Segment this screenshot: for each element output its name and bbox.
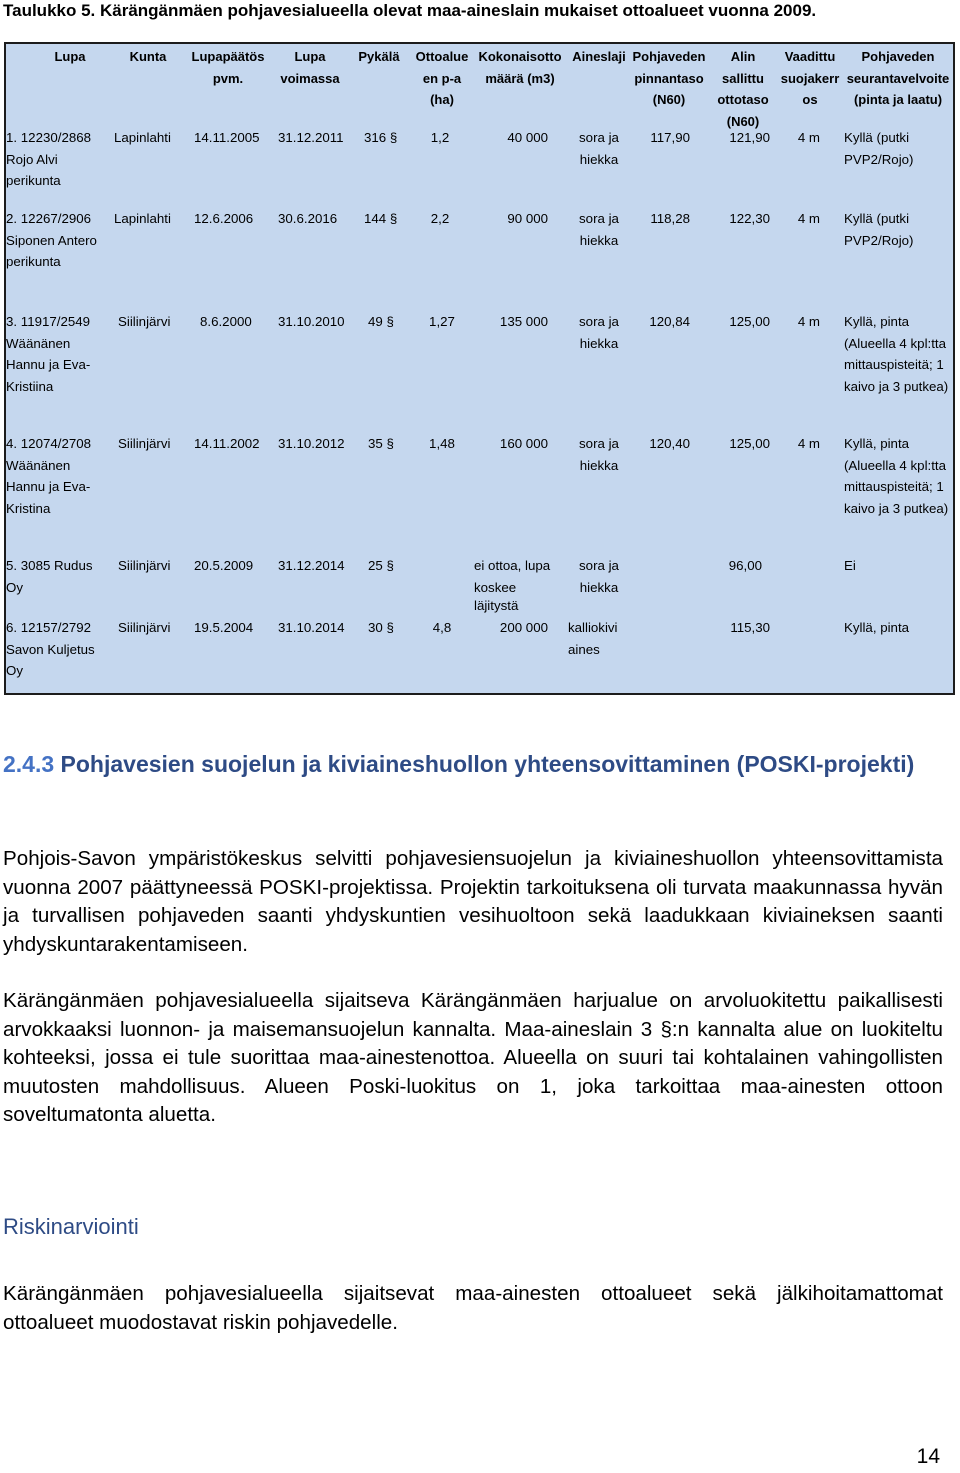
row4-lupa-line: Hannu ja Eva- — [6, 479, 91, 494]
row3-aineslaji-line: sora ja — [579, 314, 619, 329]
header-pykala: Pykälä — [358, 49, 400, 64]
row4-aineslaji-line: sora ja — [579, 436, 619, 451]
table-caption: Taulukko 5. Kärängänmäen pohjavesialueella olevat maa-aineslain mukaiset ottoalueet vuonna 2009. — [3, 1, 817, 20]
row4-lupa — [6, 433, 91, 519]
row6-ottoalue: 4,8 — [432, 620, 452, 635]
row3-seuranta-line: mittauspisteitä; 1 — [844, 357, 944, 372]
row1-seuranta-line: Kyllä (putki — [844, 130, 910, 145]
row2-kokonais: 90 000 — [507, 211, 548, 226]
row1-aineslaji — [566, 127, 632, 170]
row6-kokonais: 200 000 — [499, 620, 548, 635]
row2-seuranta-line: PVP2/Rojo) — [844, 232, 914, 248]
row2-vaadittu: 4 m — [797, 211, 820, 226]
row3-paatos: 8.6.2000 — [200, 314, 252, 329]
row4-kokonais: 160 000 — [499, 436, 548, 451]
header-ottoalue: Ottoalue en p-a (ha) — [415, 49, 469, 107]
row6-lupa-line: 6. 12157/2792 — [6, 620, 92, 635]
row3-seuranta — [844, 311, 948, 397]
row5-pykala: 25 § — [368, 558, 394, 573]
row6-aineslaji — [568, 617, 618, 660]
row3-ottoalue: 1,27 — [429, 314, 455, 329]
row4-vaadittu: 4 m — [797, 436, 820, 451]
header-vaadittu: Vaadittu suojakerr os — [780, 49, 840, 107]
row1-ottoalue: 1,2 — [430, 130, 450, 145]
row1-lupa-line: 1. 12230/2868 — [6, 130, 92, 145]
header-aineslaji: Aineslaji — [572, 49, 626, 64]
row3-voimassa: 31.10.2010 — [278, 314, 345, 329]
row4-aineslaji — [566, 433, 632, 476]
section-title: Pohjavesien suojelun ja kiviaineshuollon yhteensovittaminen (POSKI-projekti) — [60, 751, 915, 777]
row2-kunta: Lapinlahti — [114, 211, 171, 226]
row3-aineslaji-line: hiekka — [579, 335, 619, 351]
row1-lupa — [6, 127, 91, 192]
row5-kokonais — [474, 555, 550, 614]
row3-pykala: 49 § — [368, 314, 394, 329]
row5-seuranta-line: Ei — [844, 558, 856, 573]
row3-lupa-line: Kristiina — [6, 378, 54, 394]
row2-alin: 122,30 — [729, 211, 770, 226]
row1-aineslaji-line: sora ja — [579, 130, 619, 145]
header-paatos: Lupapäätös pvm. — [191, 49, 265, 86]
row1-aineslaji-line: hiekka — [579, 151, 619, 167]
row1-vaadittu: 4 m — [797, 130, 820, 145]
paragraph-risk: Kärängänmäen pohjavesialueella sijaitsevat maa-ainesten ottoalueet sekä jälkihoitamattomat ottoalueet muodostavat riskin pohjavedelle. — [3, 1282, 943, 1334]
row3-lupa-line: Wäänänen — [6, 335, 71, 351]
row5-lupa — [6, 555, 93, 598]
row1-paatos: 14.11.2005 — [194, 130, 260, 145]
row1-lupa-line: Rojo Alvi — [6, 151, 58, 167]
row5-kokonais-line: koskee — [474, 579, 517, 595]
row2-aineslaji-line: sora ja — [579, 211, 619, 226]
row5-seuranta — [844, 555, 856, 577]
permits-table — [4, 42, 955, 695]
row5-aineslaji — [566, 555, 632, 598]
row6-aineslaji-line: aines — [568, 641, 600, 657]
row6-seuranta-line: Kyllä, pinta — [844, 620, 910, 635]
row5-kunta: Siilinjärvi — [118, 558, 171, 573]
row4-alin: 125,00 — [729, 436, 770, 451]
row5-aineslaji-line: sora ja — [579, 558, 619, 573]
row2-lupa-line: perikunta — [6, 254, 61, 269]
row1-seuranta-line: PVP2/Rojo) — [844, 151, 914, 167]
row5-alin: 96,00 — [728, 558, 762, 573]
header-lupa: Lupa — [54, 49, 86, 64]
row4-seuranta-line: kaivo ja 3 putkea) — [844, 500, 949, 516]
row4-aineslaji-line: hiekka — [579, 457, 619, 473]
header-voimassa: Lupa voimassa — [280, 49, 340, 86]
row2-pinnantaso: 118,28 — [650, 211, 690, 226]
row4-voimassa: 31.10.2012 — [278, 436, 345, 451]
row4-lupa-line: Kristina — [6, 500, 51, 516]
row3-vaadittu: 4 m — [797, 314, 820, 329]
row1-alin: 121,90 — [729, 130, 770, 145]
row3-pinnantaso: 120,84 — [649, 314, 690, 329]
row2-pykala: 144 § — [364, 211, 398, 226]
row2-lupa — [6, 208, 97, 273]
row3-lupa-line: 3. 11917/2549 — [6, 314, 91, 329]
header-alin: Alin sallittu ottotaso (N60) — [717, 49, 769, 129]
row6-alin: 115,30 — [730, 620, 770, 635]
header-pinnantaso: Pohjaveden pinnantaso (N60) — [632, 49, 706, 107]
row6-pykala: 30 § — [368, 620, 394, 635]
row5-aineslaji-line: hiekka — [579, 579, 619, 595]
row6-seuranta — [844, 617, 909, 639]
row4-lupa-line: Wäänänen — [6, 457, 71, 473]
row4-seuranta-line: mittauspisteitä; 1 — [844, 479, 944, 494]
section-number: 2.4.3 — [3, 751, 55, 777]
row3-lupa — [6, 311, 90, 397]
row2-aineslaji-line: hiekka — [579, 232, 619, 248]
row1-kokonais: 40 000 — [507, 130, 548, 145]
header-kunta: Kunta — [129, 49, 167, 64]
row3-lupa-line: Hannu ja Eva- — [6, 357, 91, 372]
row5-lupa-line: Oy — [6, 579, 23, 595]
row1-pinnantaso: 117,90 — [650, 130, 690, 145]
row4-pykala: 35 § — [368, 436, 394, 451]
row2-aineslaji — [566, 208, 632, 251]
row1-seuranta — [844, 127, 913, 170]
header-kokonais: Kokonaisotto määrä (m3) — [478, 49, 562, 86]
row4-kunta: Siilinjärvi — [118, 436, 171, 451]
row2-seuranta — [844, 208, 913, 251]
row2-lupa-line: 2. 12267/2906 — [6, 211, 92, 226]
row5-lupa-line: 5. 3085 Rudus — [6, 558, 93, 573]
row3-alin: 125,00 — [729, 314, 770, 329]
row1-kunta: Lapinlahti — [114, 130, 171, 145]
row3-aineslaji — [566, 311, 632, 354]
row4-paatos: 14.11.2002 — [194, 436, 260, 451]
row3-seuranta-line: kaivo ja 3 putkea) — [844, 378, 949, 394]
row4-seuranta-line: (Alueella 4 kpl:tta — [844, 457, 946, 473]
row4-seuranta — [844, 433, 948, 519]
row4-ottoalue: 1,48 — [429, 436, 455, 451]
row4-seuranta-line: Kyllä, pinta — [844, 436, 910, 451]
row3-kokonais: 135 000 — [499, 314, 548, 329]
header-seuranta: Pohjaveden seurantavelvoite (pinta ja laatu) — [846, 49, 950, 107]
row4-pinnantaso: 120,40 — [649, 436, 690, 451]
row1-voimassa: 31.12.2011 — [278, 130, 344, 145]
paragraph-classification: Kärängänmäen pohjavesialueella sijaitseva Kärängänmäen harjualue on arvoluokitettu paikallisesti arvokkaaksi luonnon- ja maisemansuojelun kannalta. Maa-aineslain 3 §:n kannalta alue on luokiteltu kohteeksi, jossa ei tule suorittaa maa-ainestenottoa. Alueella on suuri tai kohtalainen vahingollisten muutosten mahdollisuus. Alueen Poski-luokitus on 1, joka tarkoittaa maa-ainesten ottoon soveltumatonta aluetta. — [3, 989, 943, 1126]
row4-lupa-line: 4. 12074/2708 — [6, 436, 92, 451]
row1-lupa-line: perikunta — [6, 173, 61, 188]
risk-heading: Riskinarviointi — [3, 1214, 139, 1239]
row5-kokonais-line: ei ottoa, lupa — [474, 558, 551, 573]
row2-ottoalue: 2,2 — [430, 211, 450, 226]
row6-paatos: 19.5.2004 — [194, 620, 254, 635]
row2-voimassa: 30.6.2016 — [278, 211, 338, 226]
row5-voimassa: 31.12.2014 — [278, 558, 345, 573]
paragraph-poski: Pohjois-Savon ympäristökeskus selvitti pohjavesiensuojelun ja kiviaineshuollon yhteensovittamista vuonna 2007 päättyneessä POSKI-projektissa. Projektin tarkoituksena oli turvata maakunnassa hyvän ja turvallisen pohjaveden saanti yhdyskuntien vesihuoltoon sekä laadukkaan kiviaineksen saanti yhdyskuntarakentamiseen. — [3, 847, 943, 956]
page-number: 14 — [916, 1445, 940, 1468]
row6-lupa — [6, 617, 95, 682]
row2-seuranta-line: Kyllä (putki — [844, 211, 910, 226]
row1-pykala: 316 § — [364, 130, 398, 145]
row3-seuranta-line: Kyllä, pinta — [844, 314, 910, 329]
row2-lupa-line: Siponen Antero — [6, 232, 97, 248]
row5-paatos: 20.5.2009 — [194, 558, 254, 573]
row6-lupa-line: Oy — [6, 663, 23, 678]
row3-seuranta-line: (Alueella 4 kpl:tta — [844, 335, 946, 351]
row6-kunta: Siilinjärvi — [118, 620, 171, 635]
row3-kunta: Siilinjärvi — [118, 314, 171, 329]
row6-voimassa: 31.10.2014 — [278, 620, 345, 635]
section-heading — [3, 751, 953, 778]
row6-lupa-line: Savon Kuljetus — [6, 641, 95, 657]
row5-kokonais-line: läjitystä — [474, 598, 519, 613]
row6-aineslaji-line: kalliokivi — [568, 620, 618, 635]
row2-paatos: 12.6.2006 — [194, 211, 254, 226]
